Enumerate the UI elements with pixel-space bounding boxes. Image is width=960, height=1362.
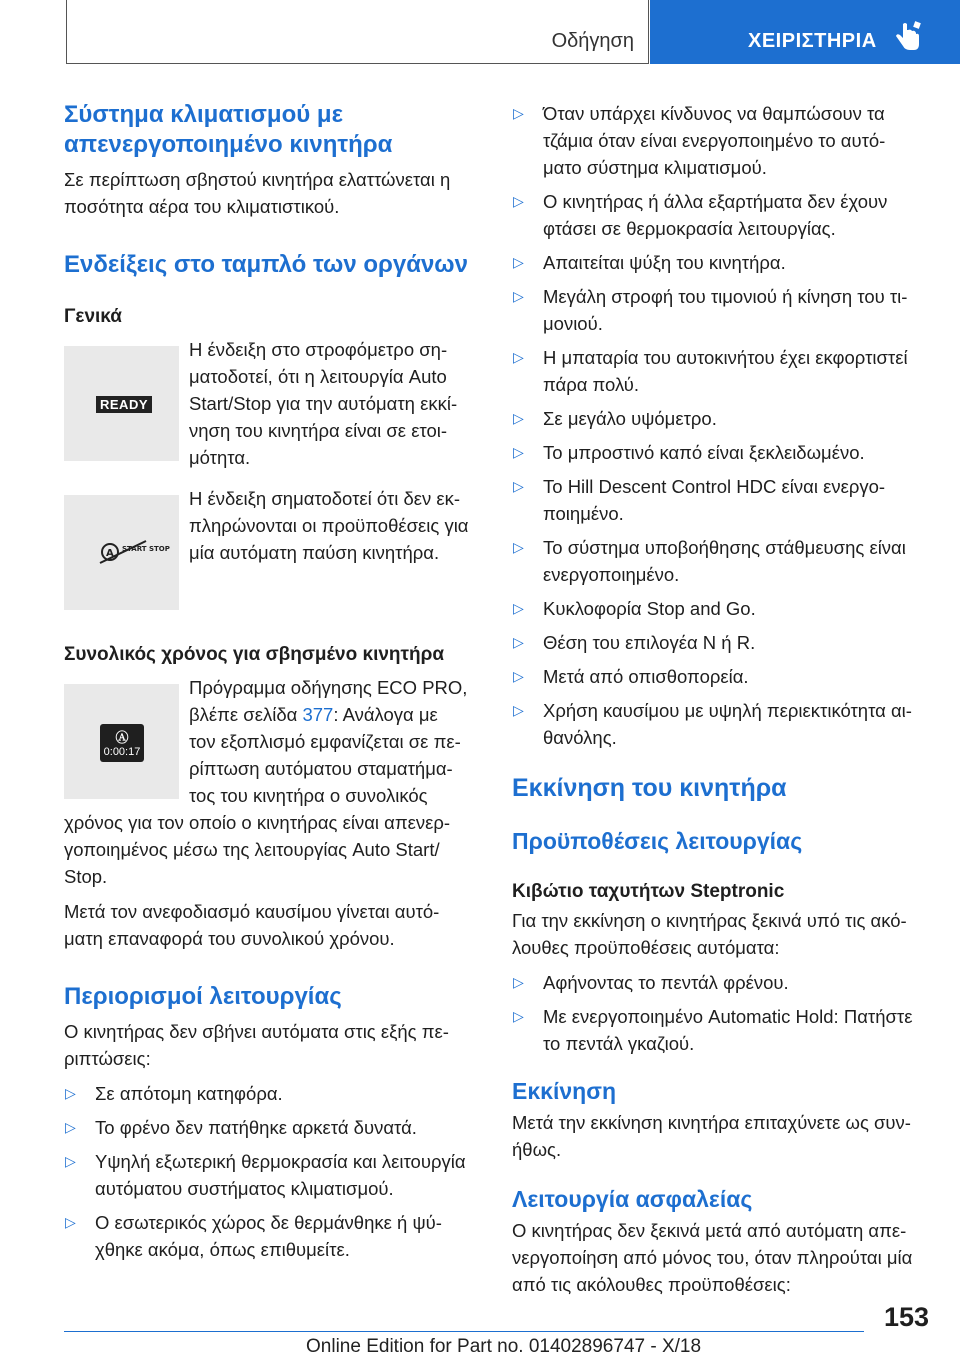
- list-item: [64, 1114, 479, 1141]
- text-line: ρίπτωση αυτόματου σταματήμα-: [189, 758, 453, 779]
- text-line: Το μπροστινό καπό είναι ξεκλειδωμένο.: [543, 442, 865, 463]
- list-item: [64, 1209, 479, 1263]
- triangle-bullet-icon: ▷: [513, 974, 524, 990]
- text-line: ήθως.: [512, 1139, 562, 1160]
- triangle-bullet-icon: ▷: [513, 288, 524, 304]
- page-link-377[interactable]: 377: [302, 704, 334, 725]
- list-item: [512, 439, 932, 466]
- triangle-bullet-icon: ▷: [513, 410, 524, 426]
- triangle-bullet-icon: ▷: [513, 1008, 524, 1024]
- list-item: [512, 188, 932, 242]
- text-line: Υψηλή εξωτερική θερμοκρασία και λειτουργία: [95, 1151, 466, 1172]
- triangle-bullet-icon: ▷: [513, 668, 524, 684]
- eco-timer-icon: Ⓐ 0:00:17: [100, 724, 144, 762]
- right-column: [512, 100, 932, 1298]
- heading-total-time: Συνολικός χρόνος για σβησμένο κινητήρα: [64, 644, 445, 665]
- list-item: [512, 697, 932, 751]
- text-line: Σε απότομη κατηφόρα.: [95, 1083, 283, 1104]
- heading-conditions: Προϋποθέσεις λειτουργίας: [512, 828, 803, 854]
- text-fragment: βλέπε σελίδα: [189, 704, 303, 725]
- text-line: ριπτώσεις:: [64, 1048, 151, 1069]
- figure-text: [189, 336, 457, 471]
- text-line: ποσότητα αέρα του κλιματιστικού.: [64, 196, 340, 217]
- list-item: [64, 1080, 479, 1107]
- chapter-tab[interactable]: [650, 0, 960, 64]
- text-line: Πρόγραμμα οδήγησης ECO PRO,: [189, 677, 468, 698]
- text-line: μονιού.: [543, 313, 603, 334]
- list-item: [512, 969, 932, 996]
- chapter-tab-label: ΧΕΙΡΙΣΤΗΡΙΑ: [748, 30, 877, 52]
- list-item: [512, 1003, 932, 1057]
- text-line: Όταν υπάρχει κίνδυνος να θαμπώσουν τα: [543, 103, 885, 124]
- text-line: φτάσει σε θερμοκρασία λειτουργίας.: [543, 218, 836, 239]
- paragraph: [512, 1217, 932, 1298]
- header-box: [66, 0, 649, 64]
- bullet-list: [512, 100, 932, 751]
- paragraph: [64, 1018, 479, 1072]
- list-item: [512, 473, 932, 527]
- triangle-bullet-icon: ▷: [65, 1214, 76, 1230]
- text-line: τζάμια όταν είναι ενεργοποιημένο το αυτό-: [543, 130, 886, 151]
- text-line: Θέση του επιλογέα N ή R.: [543, 632, 756, 653]
- ready-indicator-image: [64, 346, 179, 461]
- bullet-list: [64, 1080, 479, 1263]
- text-line: πληρώνονται οι προϋποθέσεις για: [189, 515, 469, 536]
- text-line: Η μπαταρία του αυτοκινήτου έχει εκφορτιστεί: [543, 347, 908, 368]
- text-line: χθηκε ακόμα, όπως επιθυμείτε.: [95, 1239, 350, 1260]
- text-line: Χρήση καυσίμου με υψηλή περιεκτικότητα αι-: [543, 700, 912, 721]
- list-item: [512, 663, 932, 690]
- auto-start-stop-off-icon: [100, 539, 170, 565]
- text-line: Μεγάλη στροφή του τιμονιού ή κίνηση του τι-: [543, 286, 908, 307]
- text-line: ματο σύστημα κλιματισμού.: [543, 157, 767, 178]
- heading-limits: Περιορισμοί λειτουργίας: [64, 983, 342, 1010]
- text-line: γοποιημένος μέσω της λειτουργίας Auto Start/: [64, 839, 440, 860]
- text-line: τος του κινητήρα ο συνολικός: [189, 785, 428, 806]
- triangle-bullet-icon: ▷: [513, 105, 524, 121]
- paragraph: [64, 898, 479, 952]
- footer-divider: [64, 1331, 864, 1332]
- text-line: Για την εκκίνηση ο κινητήρας ξεκινά υπό τις ακό-: [512, 910, 907, 931]
- list-item: [512, 595, 932, 622]
- heading-line: απενεργοποιημένο κινητήρα: [64, 131, 393, 158]
- text-line: μία αυτόματη παύση κινητήρα.: [189, 542, 440, 563]
- heading-general: Γενικά: [64, 306, 122, 327]
- startstop-icon-label: START STOP: [122, 545, 170, 553]
- triangle-bullet-icon: ▷: [513, 702, 524, 718]
- list-item: [64, 1148, 479, 1202]
- ready-label: READY: [96, 396, 152, 413]
- figure-timer: [64, 674, 479, 809]
- text-line: Μετά την εκκίνηση κινητήρα επιταχύνετε ως συν-: [512, 1112, 911, 1133]
- section-title: Οδήγηση: [551, 30, 634, 52]
- text-line: λουθες προϋποθέσεις αυτόματα:: [512, 937, 780, 958]
- text-fragment: : Ανάλογα με: [333, 704, 438, 725]
- paragraph: [512, 907, 932, 961]
- heading-safety: Λειτουργία ασφαλείας: [512, 1186, 753, 1212]
- text-line: νεργοποίηση από μόνος του, όταν πληρούται μία: [512, 1247, 913, 1268]
- text-line: Το Hill Descent Control HDC είναι ενεργο-: [543, 476, 886, 497]
- text-line: αυτόματου συστήματος κλιματισμού.: [95, 1178, 394, 1199]
- text-line: Ο κινητήρας δεν ξεκινά μετά από αυτόματη απε-: [512, 1220, 907, 1241]
- triangle-bullet-icon: ▷: [513, 600, 524, 616]
- footer-edition: Online Edition for Part no. 01402896747 - X/18: [306, 1336, 702, 1357]
- text-line: Το σύστημα υποβοήθησης στάθμευσης είναι: [543, 537, 906, 558]
- triangle-bullet-icon: ▷: [513, 193, 524, 209]
- text-line: Μετά από οπισθοπορεία.: [543, 666, 749, 687]
- text-line: Start/Stop για την αυτόματη εκκί-: [189, 393, 458, 414]
- list-item: [512, 100, 932, 181]
- paragraph: [64, 809, 479, 890]
- text-line: Stop.: [64, 866, 108, 887]
- text-line: Ο εσωτερικός χώρος δε θερμάνθηκε ή ψύ-: [95, 1212, 442, 1233]
- triangle-bullet-icon: ▷: [513, 539, 524, 555]
- text-line: Με ενεργοποιημένο Automatic Hold: Πατήστε: [543, 1006, 913, 1027]
- text-line: ματοδοτεί, ότι η λειτουργία Auto: [189, 366, 447, 387]
- heading-steptronic: Κιβώτιο ταχυτήτων Steptronic: [512, 881, 785, 902]
- text-line: ματη επαναφορά του συνολικού χρόνου.: [64, 928, 395, 949]
- triangle-bullet-icon: ▷: [513, 254, 524, 270]
- figure-text: [189, 674, 467, 809]
- triangle-bullet-icon: ▷: [513, 349, 524, 365]
- list-item: [512, 629, 932, 656]
- figure-text: [189, 485, 469, 610]
- list-item: [512, 405, 932, 432]
- paragraph: [64, 166, 479, 220]
- text-line: μότητα.: [189, 447, 251, 468]
- text-line: θανόλης.: [543, 727, 617, 748]
- paragraph: [512, 1109, 932, 1163]
- text-line: [189, 701, 467, 728]
- timer-label: 0:00:17: [103, 746, 141, 758]
- startstop-off-image: [64, 495, 179, 610]
- list-item: [512, 344, 932, 398]
- text-line: νηση του κινητήρα είναι σε ετοι-: [189, 420, 448, 441]
- text-line: Απαιτείται ψύξη του κινητήρα.: [543, 252, 786, 273]
- text-line: Αφήνοντας το πεντάλ φρένου.: [543, 972, 789, 993]
- text-line: ενεργοποιημένο.: [543, 564, 680, 585]
- text-line: Η ένδειξη σηματοδοτεί ότι δεν εκ-: [189, 488, 461, 509]
- text-line: από τις ακόλουθες προϋποθέσεις:: [512, 1274, 791, 1295]
- bullet-list: [512, 969, 932, 1057]
- text-line: το πεντάλ γκαζιού.: [543, 1033, 695, 1054]
- text-line: Ο κινητήρας δεν σβήνει αυτόματα στις εξής πε-: [64, 1021, 449, 1042]
- text-line: Το φρένο δεν πατήθηκε αρκετά δυνατά.: [95, 1117, 417, 1138]
- triangle-bullet-icon: ▷: [513, 478, 524, 494]
- hand-pointer-icon: [894, 22, 922, 52]
- heading-climate: [64, 100, 479, 160]
- triangle-bullet-icon: ▷: [65, 1119, 76, 1135]
- heading-line: Σύστημα κλιματισμού με: [64, 101, 343, 128]
- figure-startstop: [64, 485, 479, 610]
- page-number: 153: [884, 1302, 930, 1332]
- text-line: Ο κινητήρας ή άλλα εξαρτήματα δεν έχουν: [543, 191, 888, 212]
- text-line: χρόνος για τον οποίο ο κινητήρας είναι απενερ-: [64, 812, 451, 833]
- list-item: [512, 283, 932, 337]
- text-line: Σε περίπτωση σβηστού κινητήρα ελαττώνεται η: [64, 169, 451, 190]
- triangle-bullet-icon: ▷: [65, 1085, 76, 1101]
- list-item: [512, 534, 932, 588]
- text-line: Κυκλοφορία Stop and Go.: [543, 598, 756, 619]
- text-line: Σε μεγάλο υψόμετρο.: [543, 408, 717, 429]
- timer-image: [64, 684, 179, 799]
- text-line: Η ένδειξη στο στροφόμετρο ση-: [189, 339, 448, 360]
- text-line: πάρα πολύ.: [543, 374, 640, 395]
- triangle-bullet-icon: ▷: [65, 1153, 76, 1169]
- text-line: Μετά τον ανεφοδιασμό καυσίμου γίνεται αυτό-: [64, 901, 440, 922]
- text-line: τον εξοπλισμό εμφανίζεται σε πε-: [189, 731, 461, 752]
- heading-engine-start: Εκκίνηση του κινητήρα: [512, 774, 787, 802]
- figure-ready: [64, 336, 479, 471]
- triangle-bullet-icon: ▷: [513, 634, 524, 650]
- left-column: [64, 100, 479, 1270]
- list-item: [512, 249, 932, 276]
- heading-indicators: Ενδείξεις στο ταμπλό των οργάνων: [64, 251, 468, 278]
- text-line: ποιημένο.: [543, 503, 624, 524]
- triangle-bullet-icon: ▷: [513, 444, 524, 460]
- heading-start: Εκκίνηση: [512, 1078, 617, 1104]
- svg-text:A: A: [106, 548, 114, 559]
